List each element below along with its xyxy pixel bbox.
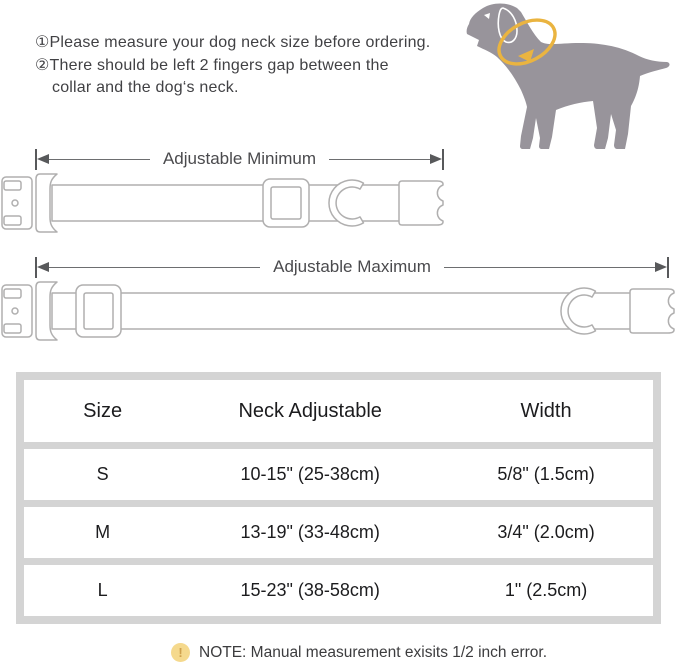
arrow-right-icon (655, 262, 667, 272)
buckle-tab-bottom (4, 216, 21, 225)
instruction-line-1: ①Please measure your dog neck size before ordering. (35, 34, 431, 51)
arrow-left-icon (37, 262, 49, 272)
size-table (16, 372, 661, 624)
dimension-line (444, 267, 655, 268)
buckle-tab-top (4, 181, 21, 190)
instruction-line-2: ②There should be left 2 fingers gap between the (35, 56, 389, 74)
cell-neck: 13-19" (33-48cm) (240, 521, 380, 542)
cell-width: 3/4" (2.0cm) (497, 521, 595, 542)
dimension-line (329, 159, 430, 160)
dimension-line (49, 159, 150, 160)
buckle-male (630, 289, 674, 333)
header-width: Width (520, 400, 572, 422)
table-row-s (24, 449, 653, 500)
cell-size: S (96, 463, 109, 484)
dimension-end-bar (667, 257, 669, 278)
table-row-m (24, 507, 653, 558)
dog-silhouette (467, 4, 670, 150)
note-text: NOTE: Manual measurement exisits 1/2 inch error. (199, 643, 548, 661)
collar-strap (52, 293, 632, 329)
dimension-end-bar (442, 149, 444, 170)
collar-minimum-diagram (0, 170, 455, 240)
adjustable-maximum-dimension (35, 256, 669, 278)
adjustable-minimum-label: Adjustable Minimum (162, 149, 317, 168)
adjustable-minimum-dimension (35, 148, 444, 170)
buckle-pin-hole (12, 308, 18, 314)
table-row-l (24, 565, 653, 616)
measurement-note (171, 643, 547, 662)
buckle-pin-hole (12, 200, 18, 206)
size-table-header-row (24, 380, 653, 442)
slider-inner (271, 187, 301, 219)
adjustable-maximum-label: Adjustable Maximum (273, 257, 431, 276)
buckle-male (399, 181, 443, 225)
header-size: Size (83, 400, 123, 422)
header-neck-adjustable: Neck Adjustable (238, 400, 382, 422)
collar-maximum-diagram (0, 278, 679, 348)
measuring-instructions (35, 32, 465, 100)
exclamation-icon: ! (171, 643, 190, 662)
dimension-line (49, 267, 260, 268)
buckle-tab-top (4, 289, 21, 298)
cell-width: 5/8" (1.5cm) (497, 463, 595, 484)
slider-inner (84, 293, 113, 329)
buckle-tab-bottom (4, 324, 21, 333)
instruction-line-3: collar and the dog‘s neck. (52, 79, 239, 97)
cell-neck: 10-15" (25-38cm) (240, 463, 380, 484)
cell-width: 1" (2.5cm) (504, 579, 588, 600)
cell-size: L (97, 579, 108, 600)
arrow-left-icon (37, 154, 49, 164)
cell-neck: 15-23" (38-58cm) (240, 579, 380, 600)
dog-illustration (455, 0, 679, 160)
cell-size: M (95, 521, 111, 542)
collar-strap (52, 185, 402, 221)
arrow-right-icon (430, 154, 442, 164)
